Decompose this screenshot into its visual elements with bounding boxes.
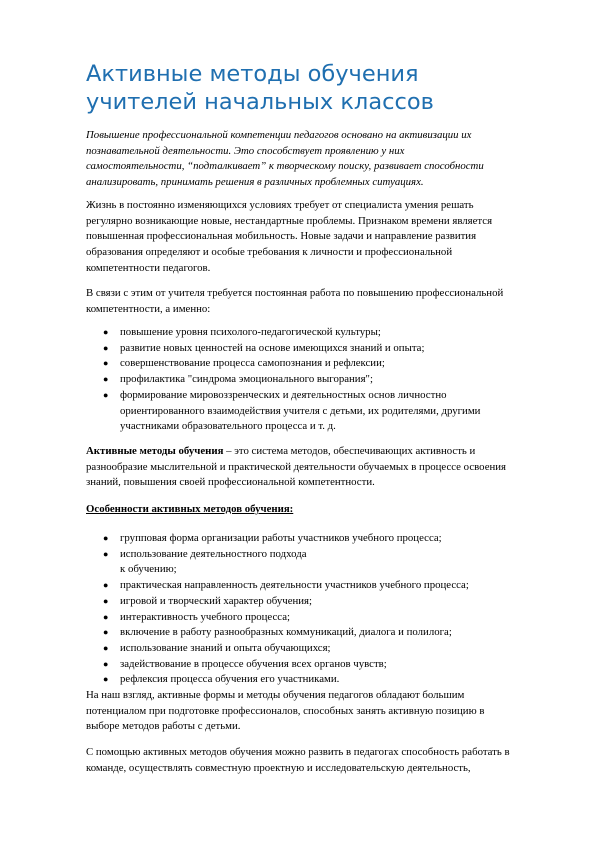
list-item [86, 388, 556, 435]
list-item-text: развитие новых ценностей на основе имеющихся знаний и опыта; [120, 341, 425, 354]
definition-line: знаний, повышения своей профессиональной компетентности. [86, 476, 375, 489]
bullet-icon: ● [103, 548, 109, 559]
intro-line: Повышение профессиональной компетенции педагогов основано на активизации их [86, 129, 472, 141]
list-item-text: включение в работу разнообразных коммуникаций, диалога и полилога; [120, 626, 452, 639]
list-item [86, 672, 556, 688]
intro-line: анализировать, принимать решения в различных проблемных ситуациях. [86, 176, 424, 189]
paragraph-line: повышенная профессиональная мобильность. Новые задачи и направление развития [86, 230, 477, 243]
list-item-text: практическая направленность деятельности участников учебного процесса; [120, 579, 469, 592]
features-heading-text: Особенности активных методов обучения: [86, 503, 294, 515]
paragraph-line: С помощью активных методов обучения можно развить в педагогах способность работать в [86, 746, 510, 758]
list-item [86, 610, 556, 626]
list-item-text: интерактивность учебного процесса; [120, 610, 291, 623]
intro-line: познавательной деятельности. Это способствует проявлению у них [86, 144, 405, 157]
list-item-text: групповая форма организации работы участников учебного процесса; [120, 532, 442, 544]
paragraph-line: регулярно возникающие новые, нестандартные проблемы. Признаком времени является [86, 214, 493, 227]
paragraph-line: Жизнь в постоянно изменяющихся условиях требует от специалиста умения решать [86, 199, 474, 211]
competence-list [86, 325, 556, 435]
paragraph-line: компетентности, а именно: [86, 302, 211, 315]
list-item [86, 547, 556, 578]
definition-text: – это система методов, обеспечивающих активность и [223, 445, 476, 457]
list-item-text: повышение уровня психолого-педагогической культуры; [120, 326, 381, 338]
features-list [86, 531, 556, 688]
bullet-icon: ● [103, 580, 109, 591]
list-item-text: профилактика "синдрома эмоционального выгорания"; [120, 373, 373, 386]
definition-paragraph [86, 444, 556, 491]
paragraph-line: На наш взгляд, активные формы и методы обучения педагогов обладают большим [86, 689, 465, 701]
paragraph-teamwork [86, 745, 556, 776]
paragraph-line: компетентности педагогов. [86, 261, 211, 274]
page-title [86, 60, 556, 116]
definition-term: Активные методы обучения [86, 445, 224, 457]
bullet-icon: ● [103, 611, 109, 622]
features-heading [86, 502, 556, 518]
list-item-text: формирование мировоззренческих и деятельностных основ личностно [120, 388, 447, 401]
bullet-icon: ● [103, 342, 109, 353]
list-item-text: использование деятельностного подхода [120, 547, 307, 560]
list-item [86, 657, 556, 673]
bullet-icon: ● [103, 595, 109, 606]
list-item [86, 372, 556, 388]
bullet-icon: ● [103, 627, 109, 638]
bullet-icon: ● [103, 327, 109, 337]
paragraph-requirements [86, 286, 556, 317]
list-item-text: игровой и творческий характер обучения; [120, 594, 313, 607]
list-item [86, 325, 556, 341]
bullet-icon: ● [103, 658, 109, 669]
intro-line: самостоятельности, “подталкивает” к творческому поиску, развивает способности [86, 160, 484, 173]
title-line-1: Активные методы обучения [86, 61, 419, 87]
list-item-text: задействование в процессе обучения всех органов чувств; [120, 657, 387, 670]
list-item-text: участниками образовательного процесса и т. д. [120, 420, 336, 433]
list-item-text: совершенствование процесса самопознания и рефлексии; [120, 357, 385, 370]
list-item-text: использование знаний и опыта обучающихся; [120, 641, 331, 654]
bullet-icon: ● [103, 674, 109, 685]
intro-paragraph [86, 128, 556, 191]
paragraph-potential [86, 688, 556, 735]
bullet-icon: ● [103, 642, 109, 653]
paragraph-line: команде, осуществлять совместную проектную и исследовательскую деятельность, [86, 761, 471, 774]
definition-line [86, 444, 556, 460]
list-item [86, 625, 556, 641]
title-line-2: учителей начальных классов [86, 89, 434, 115]
bullet-icon: ● [103, 358, 109, 369]
list-item [86, 341, 556, 357]
definition-line: разнообразие мыслительной и практической деятельности обучаемых в процессе освоения [86, 460, 507, 473]
list-item-text: к обучению; [120, 563, 177, 576]
paragraph-conditions [86, 198, 556, 277]
list-item [86, 356, 556, 372]
bullet-icon: ● [103, 389, 109, 400]
bullet-icon: ● [103, 374, 109, 385]
paragraph-line: В связи с этим от учителя требуется постоянная работа по повышению профессиональной [86, 287, 504, 299]
list-item [86, 594, 556, 610]
list-item [86, 531, 556, 547]
paragraph-line: выборе методов работы с детьми. [86, 720, 241, 733]
list-item-text: ориентированного взаимодействия учителя с детьми, их родителями, другими [120, 404, 481, 417]
paragraph-line: потенциалом при подготовке профессионалов, способных занять активную позицию в [86, 704, 485, 717]
paragraph-line: образования определяют и особые требования к личности и профессиональной [86, 246, 453, 259]
list-item [86, 578, 556, 594]
list-item-text: рефлексия процесса обучения его участниками. [120, 673, 340, 686]
bullet-icon: ● [103, 533, 109, 543]
list-item [86, 641, 556, 657]
